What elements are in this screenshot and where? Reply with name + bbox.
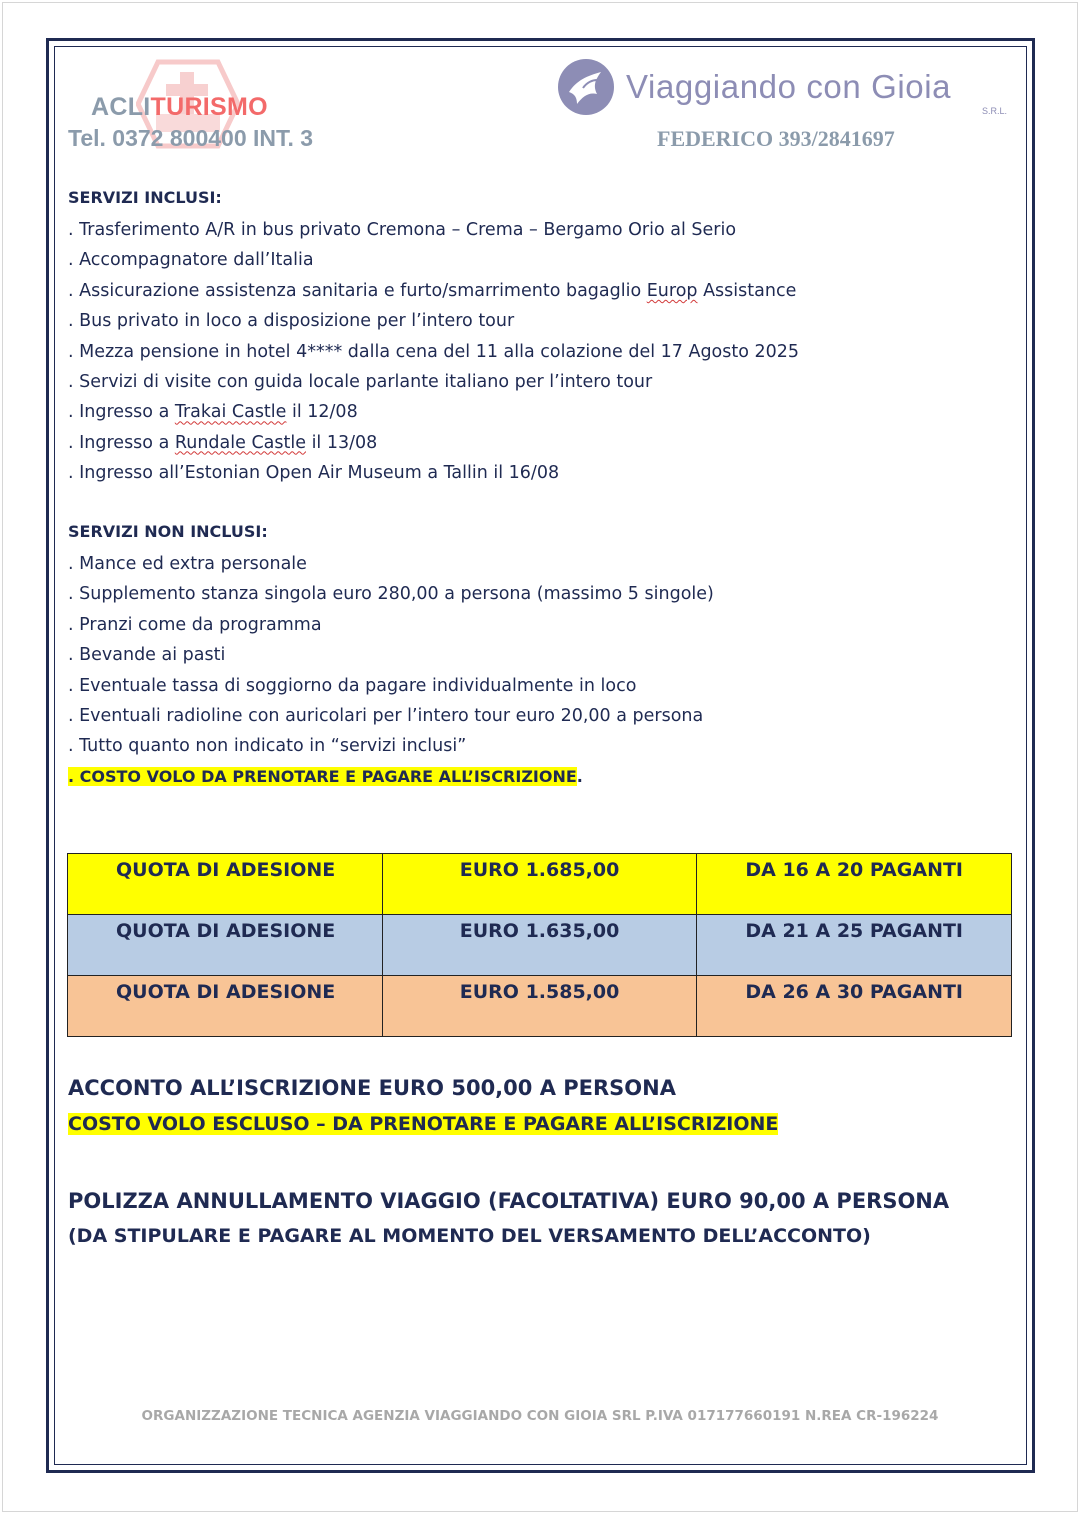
list-item-text: il 13/08 xyxy=(306,432,378,453)
spellcheck-word: Trakai Castle xyxy=(174,402,287,423)
excluded-title: SERVIZI NON INCLUSI: xyxy=(68,522,268,541)
quota-label: QUOTA DI ADESIONE xyxy=(68,915,383,976)
quota-group: DA 21 A 25 PAGANTI xyxy=(697,915,1012,976)
list-item: . Tutto quanto non indicato in “servizi inclusi” xyxy=(68,736,467,757)
table-row xyxy=(68,976,1012,1037)
list-item: . Bus privato in loco a disposizione per l’intero tour xyxy=(68,311,515,332)
list-item xyxy=(68,400,799,430)
flight-excluded-highlight: COSTO VOLO ESCLUSO – DA PRENOTARE E PAGARE ALL’ISCRIZIONE xyxy=(68,1113,779,1135)
brand-viaggiando-con-gioia: Viaggiando con Gioia xyxy=(626,68,952,105)
list-item: . Supplemento stanza singola euro 280,00 a persona (massimo 5 singole) xyxy=(68,584,714,605)
list-item: . Accompagnatore dall’Italia xyxy=(68,250,314,271)
list-item-text: . Assicurazione assistenza sanitaria e furto/smarrimento bagaglio xyxy=(68,280,647,301)
list-item xyxy=(68,279,799,309)
brand-turismo: TURISMO xyxy=(150,93,268,121)
cancellation-policy-detail: (DA STIPULARE E PAGARE AL MOMENTO DEL VERSAMENTO DELL’ACCONTO) xyxy=(68,1225,871,1247)
list-item: . Eventuali radioline con auricolari per l’intero tour euro 20,00 a persona xyxy=(68,705,704,726)
list-item: . Ingresso all’Estonian Open Air Museum a Tallin il 16/08 xyxy=(68,463,560,484)
footer-legal: ORGANIZZAZIONE TECNICA AGENZIA VIAGGIANDO CON GIOIA SRL P.IVA 017177660191 N.REA CR-196224 xyxy=(141,1408,939,1424)
quota-label: QUOTA DI ADESIONE xyxy=(68,854,383,915)
list-item: . Servizi di visite con guida locale parlante italiano per l’intero tour xyxy=(68,371,653,392)
list-item: . Eventuale tassa di soggiorno da pagare individualmente in loco xyxy=(68,675,637,696)
list-item: . Mance ed extra personale xyxy=(68,554,307,574)
flight-excluded-note xyxy=(68,1113,778,1135)
table-row xyxy=(68,854,1012,915)
list-item-text: . Ingresso a xyxy=(68,402,175,423)
quota-price: EURO 1.685,00 xyxy=(382,854,697,915)
quota-group: DA 16 A 20 PAGANTI xyxy=(697,854,1012,915)
price-table xyxy=(67,853,1012,1037)
included-services xyxy=(68,188,799,492)
quota-price: EURO 1.585,00 xyxy=(382,976,697,1037)
brand-srl: S.R.L. xyxy=(982,106,1008,116)
excluded-services xyxy=(68,522,714,795)
brand-acli: ACLI xyxy=(91,93,151,121)
cancellation-policy: POLIZZA ANNULLAMENTO VIAGGIO (FACOLTATIVA) EURO 90,00 A PERSONA xyxy=(68,1189,950,1213)
list-item: . Trasferimento A/R in bus privato Cremona – Crema – Bergamo Orio al Serio xyxy=(68,220,737,240)
phone-number: Tel. 0372 800400 INT. 3 xyxy=(68,125,314,151)
flight-cost-period: . xyxy=(576,766,583,786)
list-item-text: Assistance xyxy=(697,280,797,301)
quota-price: EURO 1.635,00 xyxy=(382,915,697,976)
list-item xyxy=(68,431,799,461)
list-item: . Mezza pensione in hotel 4**** dalla cena del 11 alla colazione del 17 Agosto 2025 xyxy=(68,341,800,362)
table-row xyxy=(68,915,1012,976)
contact-federico: FEDERICO 393/2841697 xyxy=(657,126,895,151)
flight-cost-highlight: . COSTO VOLO DA PRENOTARE E PAGARE ALL’ISCRIZIONE xyxy=(68,766,577,786)
dove-logo-icon xyxy=(557,58,615,116)
deposit-note: ACCONTO ALL’ISCRIZIONE EURO 500,00 A PERSONA xyxy=(68,1076,676,1100)
list-item-text: il 12/08 xyxy=(286,402,358,423)
flight-cost-note xyxy=(68,765,714,795)
quota-group: DA 26 A 30 PAGANTI xyxy=(697,976,1012,1037)
brand-acliturismo xyxy=(91,93,268,122)
spellcheck-word: Rundale Castle xyxy=(174,432,306,453)
list-item: . Bevande ai pasti xyxy=(68,645,226,666)
included-title: SERVIZI INCLUSI: xyxy=(68,188,222,207)
list-item: . Pranzi come da programma xyxy=(68,614,322,635)
quota-label: QUOTA DI ADESIONE xyxy=(68,976,383,1037)
list-item-text: . Ingresso a xyxy=(68,432,175,453)
spellcheck-word: Europ xyxy=(646,280,698,301)
